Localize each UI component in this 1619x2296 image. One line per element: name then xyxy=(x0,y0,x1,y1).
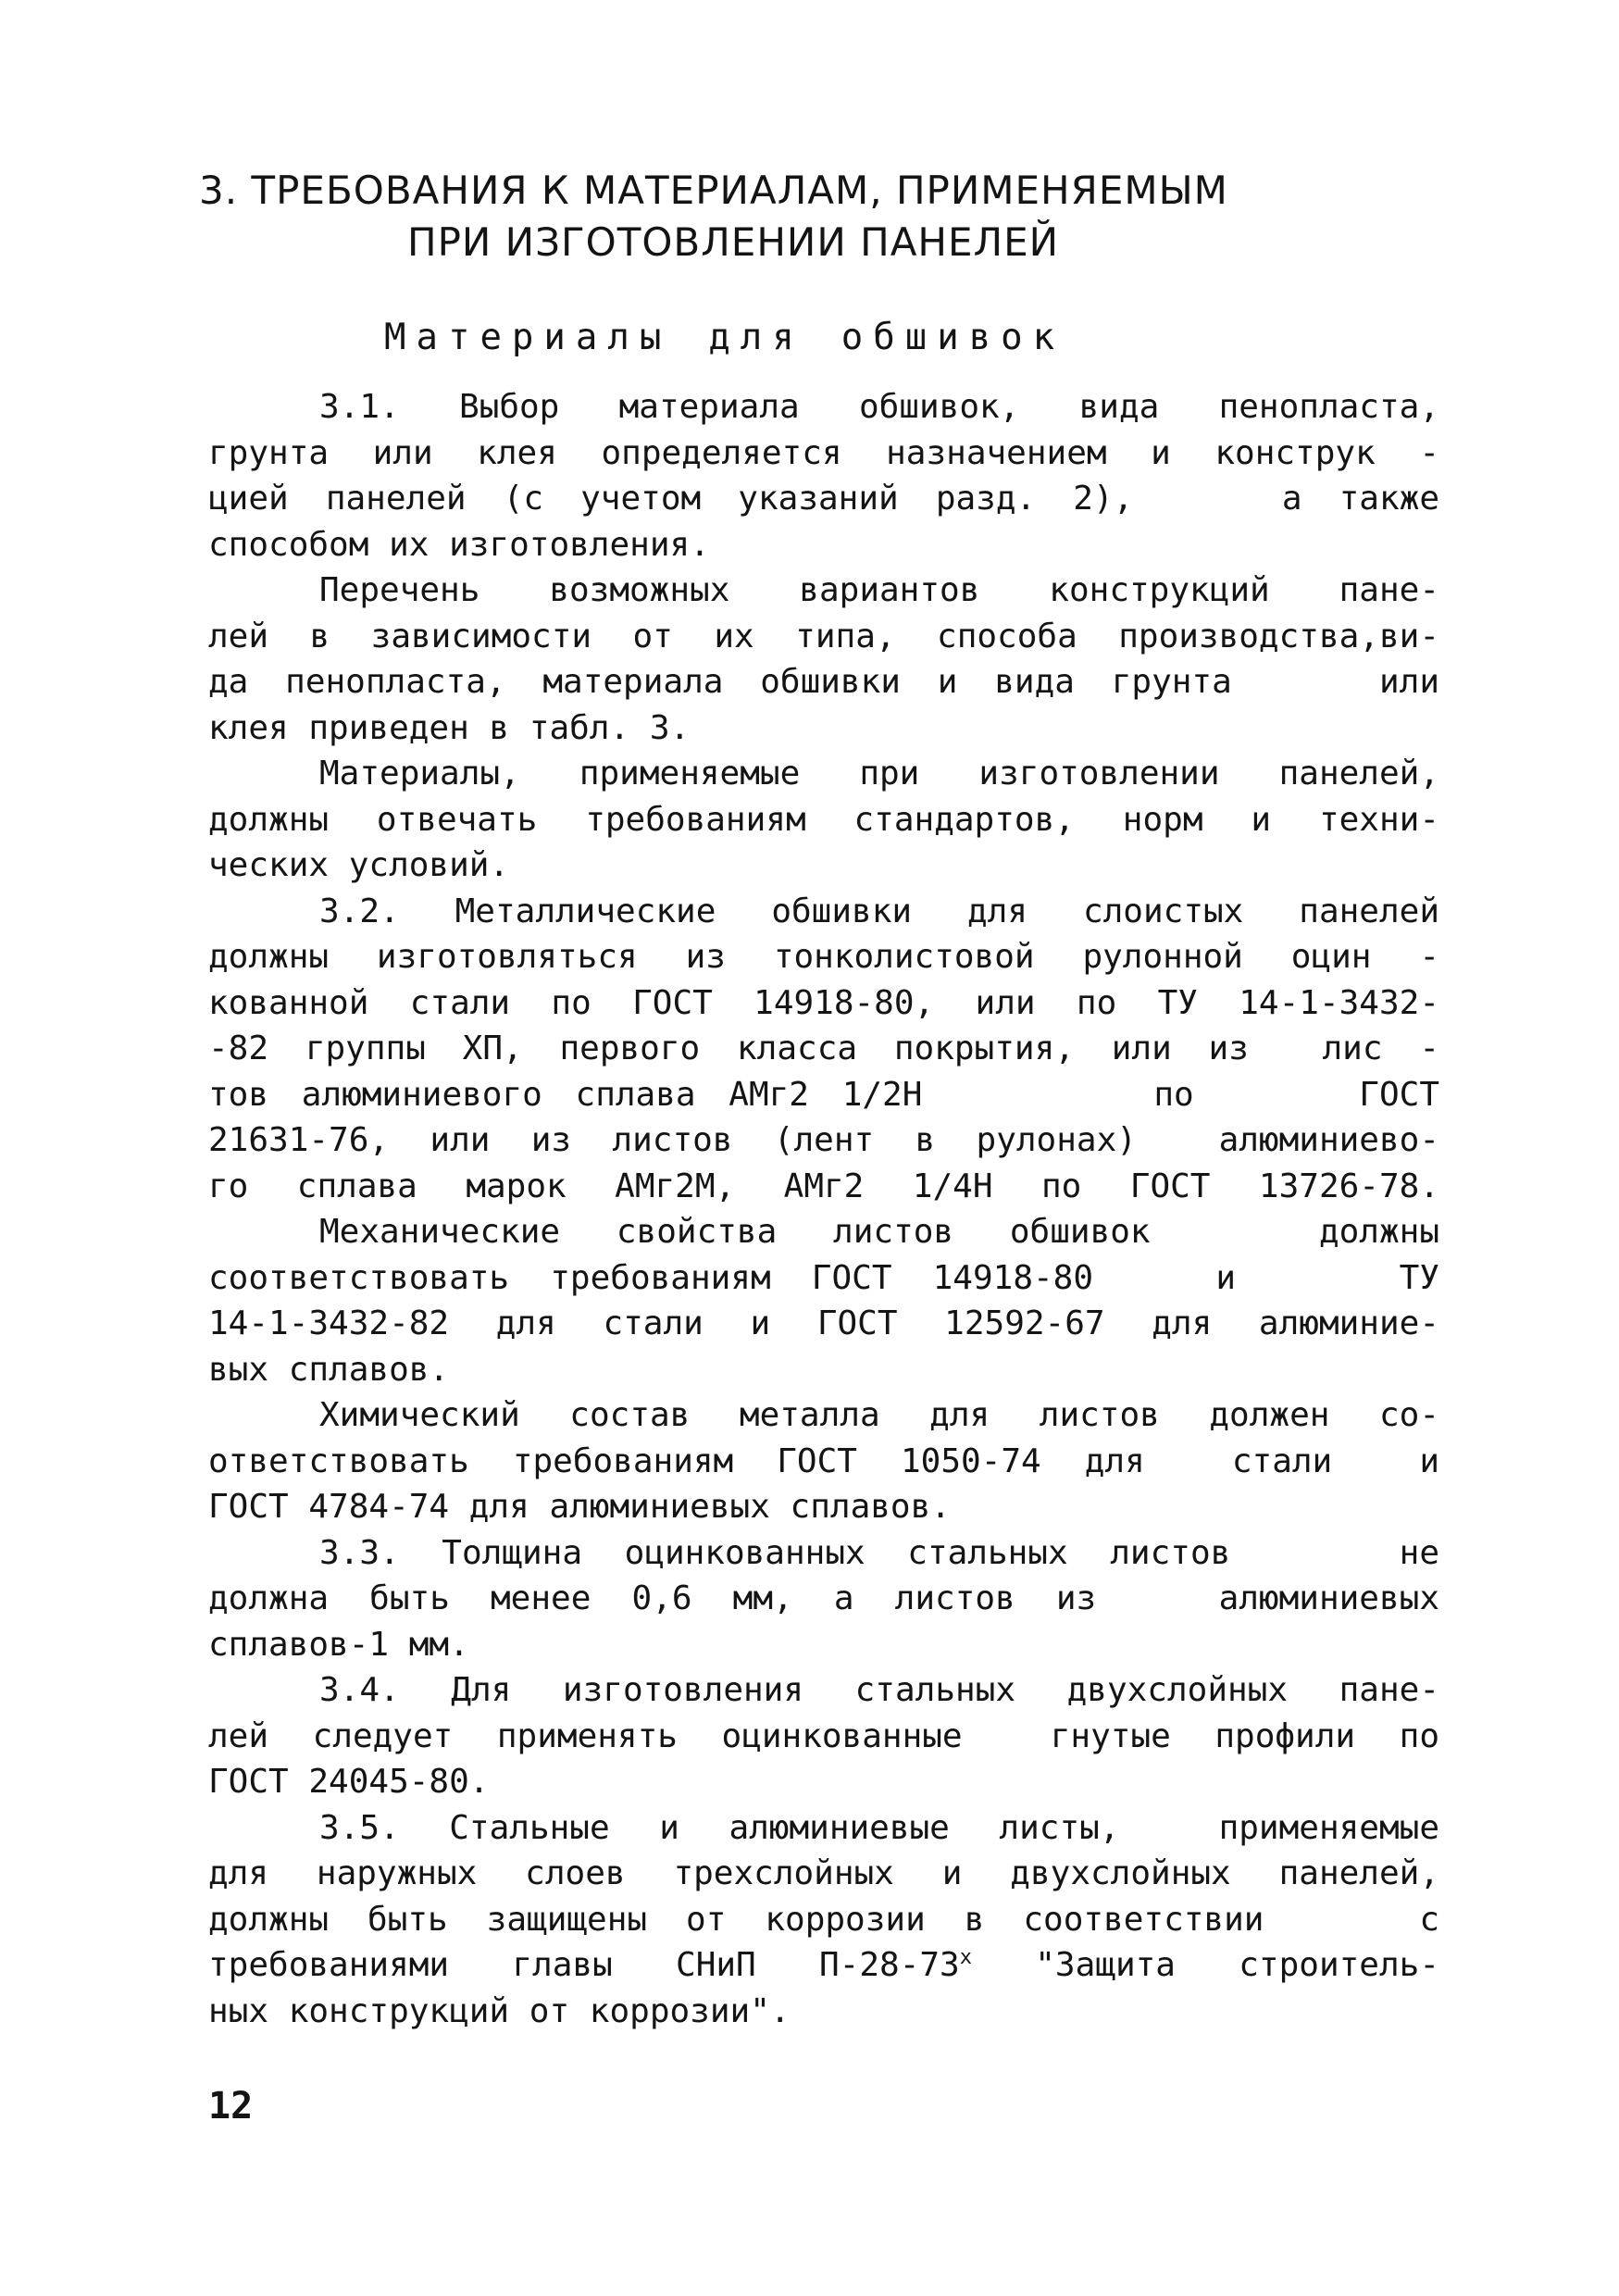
text-line: клея приведен в табл. 3. xyxy=(208,708,691,747)
text-line: цией панелей (с учетом указаний разд. 2), а также xyxy=(208,480,1439,518)
text-line: 21631-76, или из листов (лент в рулонах) алюминиево- xyxy=(208,1121,1439,1159)
text-line: 3.1. Выбор материала обшивок, вида пенопласта, xyxy=(319,388,1439,426)
text-line: 3.5. Стальные и алюминиевые листы, применяемые xyxy=(319,1808,1439,1847)
text-line: Перечень возможных вариантов конструкций пане- xyxy=(319,571,1439,609)
text-line: соответствовать требованиям ГОСТ 14918-80 и ТУ xyxy=(208,1258,1439,1297)
section-title xyxy=(199,165,1402,268)
text-line: должны изготовляться из тонколистовой рулонной оцин - xyxy=(208,938,1439,976)
text-line: 14-1-3432-82 для стали и ГОСТ 12592-67 для алюминие- xyxy=(208,1304,1439,1342)
text-line: Материалы, применяемые при изготовлении панелей, xyxy=(319,755,1439,792)
body-text xyxy=(208,384,1439,2034)
text-line: ГОСТ 4784-74 для алюминиевых сплавов. xyxy=(208,1488,951,1526)
text-line: должна быть менее 0,6 мм, а листов из алюминиевых xyxy=(208,1579,1439,1617)
text-line: способом их изготовления. xyxy=(208,525,710,564)
text-line: Химический состав металла для листов должен со- xyxy=(319,1396,1439,1434)
text-line: лей следует применять оцинкованные гнутые профили по xyxy=(208,1716,1439,1755)
subheading-word-3: обшивок xyxy=(841,317,1065,358)
text-line: -82 группы ХП, первого класса покрытия, или из лис - xyxy=(208,1029,1439,1067)
text-line: го сплава марок АМг2М, АМг2 1/4Н по ГОСТ 13726-78. xyxy=(208,1167,1439,1205)
text-line: кованной стали по ГОСТ 14918-80, или по ТУ 14-1-3432- xyxy=(208,983,1439,1022)
text-line: сплавов-1 мм. xyxy=(208,1625,469,1664)
text-line: должны быть защищены от коррозии в соответствии с xyxy=(208,1900,1439,1939)
snip-tail: "Защита строитель- xyxy=(971,1946,1439,1984)
text-line: 3.3. Толщина оцинкованных стальных листов не xyxy=(319,1533,1439,1572)
text-line: лей в зависимости от их типа, способа производства,ви- xyxy=(208,617,1439,655)
text-line: ответствовать требованиям ГОСТ 1050-74 для стали и xyxy=(208,1441,1439,1480)
subheading-word-1: Материалы xyxy=(384,317,672,358)
text-line: должны отвечать требованиям стандартов, норм и техни- xyxy=(208,800,1439,839)
text-line: да пенопласта, материала обшивки и вида грунта или xyxy=(208,663,1439,701)
snip-superscript: х xyxy=(959,1946,972,1969)
snip-reference: требованиями главы СНиП П-28-73 xyxy=(208,1946,960,1984)
subheading xyxy=(384,315,1217,361)
section-title-line-2: ПРИ ИЗГОТОВЛЕНИИ ПАНЕЛЕЙ xyxy=(407,219,1060,265)
text-line: ГОСТ 24045-80. xyxy=(208,1763,490,1801)
text-line: вых сплавов. xyxy=(208,1350,450,1389)
text-line: 3.2. Металлические обшивки для слоистых панелей xyxy=(319,892,1439,930)
text-line: 3.4. Для изготовления стальных двухслойных пане- xyxy=(319,1671,1439,1709)
text-line: грунта или клея определяется назначением и конструк - xyxy=(208,433,1439,472)
text-line: тов алюминиевого сплава АМг2 1/2Н по ГОСТ xyxy=(208,1075,1439,1114)
text-line-snip xyxy=(208,1942,1439,1989)
page-number: 12 xyxy=(208,2085,254,2128)
text-line: ческих условий. xyxy=(208,846,510,884)
subheading-word-2: для xyxy=(708,317,804,358)
text-line: для наружных слоев трехслойных и двухслойных панелей, xyxy=(208,1854,1439,1892)
text-line: ных конструкций от коррозии". xyxy=(208,1991,791,2030)
text-line: Механические свойства листов обшивок должны xyxy=(319,1213,1439,1251)
section-title-line-1: 3. ТРЕБОВАНИЯ К МАТЕРИАЛАМ, ПРИМЕНЯЕМЫМ xyxy=(199,168,1228,213)
